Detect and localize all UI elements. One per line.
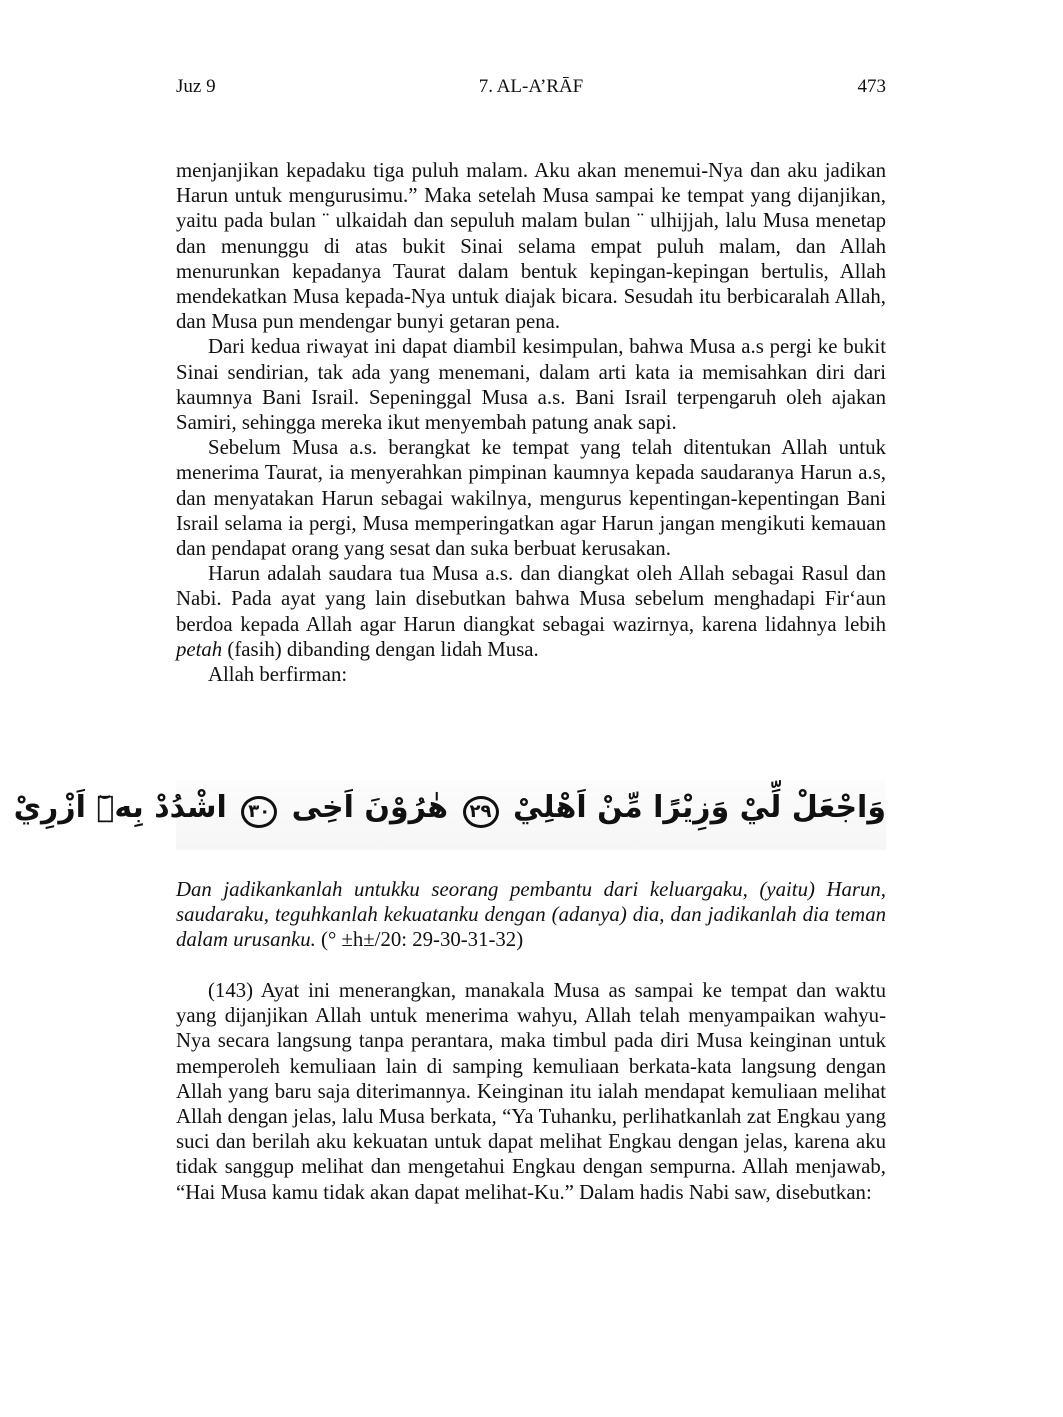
verse-reference: (° ±h±/20: 29-30-31-32)	[321, 928, 524, 952]
verse-segment: اشْدُدْ بِهٖٓ اَزْرِيْ	[13, 790, 227, 825]
paragraph-4-italic: petah	[176, 637, 223, 661]
verse-number-marker: ٣٠	[241, 796, 277, 828]
verse-segment: وَاجْعَلْ لِّيْ وَزِيْرًا مِّنْ اَهْلِيْ	[512, 790, 886, 825]
verse-segment: هٰرُوْنَ اَخِى	[291, 790, 449, 825]
paragraph-4	[176, 561, 886, 662]
paragraph-4-tail: (fasih) dibanding dengan lidah Musa.	[222, 637, 539, 661]
arabic-verse	[13, 790, 886, 828]
juz-label: Juz 9	[176, 76, 216, 97]
page-header	[176, 76, 886, 102]
intro-line: Allah berfirman:	[208, 663, 348, 687]
quran-verse-block	[13, 780, 886, 850]
commentary-143	[176, 978, 886, 1205]
translation-text: Dan jadikankanlah untukku seorang pembantu dari keluargaku, (yaitu) Harun, saudaraku, teguhkanlah kekuatanku dengan (adanya) dia, dan jadikanlah dia teman dalam urusanku.	[176, 878, 886, 952]
surah-title: 7. AL-A’RĀF	[478, 76, 584, 97]
paragraph-2: Dari kedua riwayat ini dapat diambil kesimpulan, bahwa Musa a.s pergi ke bukit Sinai sendirian, tak ada yang menemani, dalam arti kata ia memisahkan diri dari kaumnya Bani Israil. Sepeninggal Musa a.s. Bani Israil terpengaruh oleh ajakan Samiri, sehingga mereka ikut menyembah patung anak sapi.	[176, 335, 886, 435]
main-text	[176, 158, 886, 687]
verse-translation	[176, 877, 886, 953]
paragraph-4-text: Harun adalah saudara tua Musa a.s. dan diangkat oleh Allah sebagai Rasul dan Nabi. Pada ayat yang lain disebutkan bahwa Musa sebelum menghadapi Fir‘aun berdoa kepada Allah agar Harun diangkat sebagai wazirnya, karena lidahnya lebih	[176, 562, 886, 636]
paragraph-1: menjanjikan kepadaku tiga puluh malam. Aku akan menemui-Nya dan aku jadikan Harun untuk mengurusimu.” Maka setelah Musa sampai ke tempat yang dijanjikan, yaitu pada bulan ¨ ulkaidah dan sepuluh malam bulan ¨ ulhijjah, lalu Musa menetap dan menunggu di atas bukit Sinai selama empat puluh malam, dan Allah menurunkan kepadanya Taurat dalam bentuk kepingan-kepingan bertulis, Allah mendekatkan Musa kepada-Nya untuk diajak bicara. Sesudah itu berbicaralah Allah, dan Musa pun mendengar bunyi getaran pena.	[176, 159, 886, 334]
paragraph-143: (143) Ayat ini menerangkan, manakala Musa as sampai ke tempat dan waktu yang dijanjikan Allah untuk menerima wahyu, Allah telah menyampaikan wahyu-Nya secara langsung tanpa perantara, maka timbul pada diri Musa keinginan untuk memperoleh kemuliaan lain di samping kemuliaan berkata-kata langsung dengan Allah yang baru saja diterimannya. Keinginan itu ialah mendapat kemuliaan melihat Allah dengan jelas, lalu Musa berkata, “Ya Tuhanku, perlihatkanlah zat Engkau yang suci dan berilah aku kekuatan untuk dapat melihat Engkau dengan jelas, karena aku tidak sanggup melihat dan mengetahui Engkau dengan sempurna. Allah menjawab, “Hai Musa kamu tidak akan dapat melihat-Ku.” Dalam hadis Nabi saw, disebutkan:	[176, 979, 886, 1204]
verse-number-marker: ٢٩	[463, 796, 499, 828]
paragraph-3: Sebelum Musa a.s. berangkat ke tempat yang telah ditentukan Allah untuk menerima Taurat, ia menyerahkan pimpinan kaumnya kepada saudaranya Harun a.s, dan menyatakan Harun sebagai wakilnya, mengurus kepentingan-kepentingan Bani Israil selama ia pergi, Musa memperingatkan agar Harun jangan mengikuti kemauan dan pendapat orang yang sesat dan suka berbuat kerusakan.	[176, 436, 886, 561]
page-number: 473	[857, 76, 886, 97]
